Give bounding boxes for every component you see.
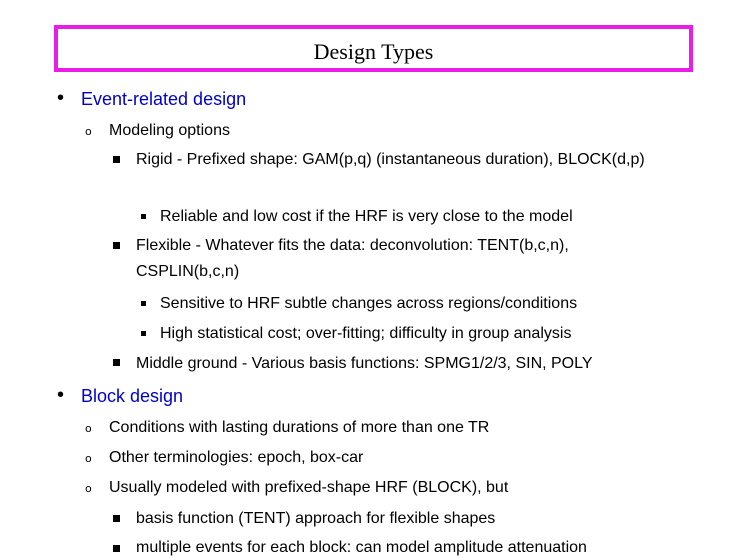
section-heading-block-design: Block design <box>81 386 184 406</box>
bullet-level2: o <box>85 422 92 435</box>
bullet-level4 <box>141 331 146 336</box>
list-item-terminologies: Other terminologies: epoch, box-car <box>109 449 364 466</box>
bullet-level3 <box>113 242 120 249</box>
bullet-level1: • <box>57 384 65 406</box>
list-item-basis-function: basis function (TENT) approach for flexible shapes <box>136 510 496 527</box>
slide-title: Design Types <box>313 39 434 64</box>
list-item-high-cost: High statistical cost; over-fitting; difficulty in group analysis <box>160 325 572 342</box>
bullet-level3 <box>113 359 120 366</box>
list-item-rigid: Rigid - Prefixed shape: GAM(p,q) (instantaneous duration), BLOCK(d,p) <box>136 151 645 168</box>
list-item-multiple-events: multiple events for each block: can model amplitude attenuation <box>136 539 587 556</box>
bullet-level1: • <box>57 87 65 109</box>
bullet-level4 <box>141 214 146 219</box>
section-heading-event-related: Event-related design <box>81 89 247 109</box>
bullet-level2: o <box>85 452 92 465</box>
bullet-level4 <box>141 301 146 306</box>
list-item-modeling-options: Modeling options <box>109 122 230 139</box>
bullet-level3 <box>113 156 120 163</box>
bullet-level2: o <box>85 125 92 138</box>
list-item-flexible: Flexible - Whatever fits the data: deconvolution: TENT(b,c,n), CSPLIN(b,c,n) <box>136 237 569 280</box>
bullet-level3 <box>113 515 120 522</box>
bullet-level3 <box>113 545 120 552</box>
list-item-usually-modeled: Usually modeled with prefixed-shape HRF (BLOCK), but <box>109 479 509 496</box>
list-item-reliable: Reliable and low cost if the HRF is very close to the model <box>160 208 573 225</box>
list-item-sensitive: Sensitive to HRF subtle changes across regions/conditions <box>160 295 578 312</box>
title-box <box>54 25 693 72</box>
bullet-level2: o <box>85 482 92 495</box>
list-item-middle-ground: Middle ground - Various basis functions: SPMG1/2/3, SIN, POLY <box>136 355 593 372</box>
list-item-conditions: Conditions with lasting durations of more than one TR <box>109 419 490 436</box>
